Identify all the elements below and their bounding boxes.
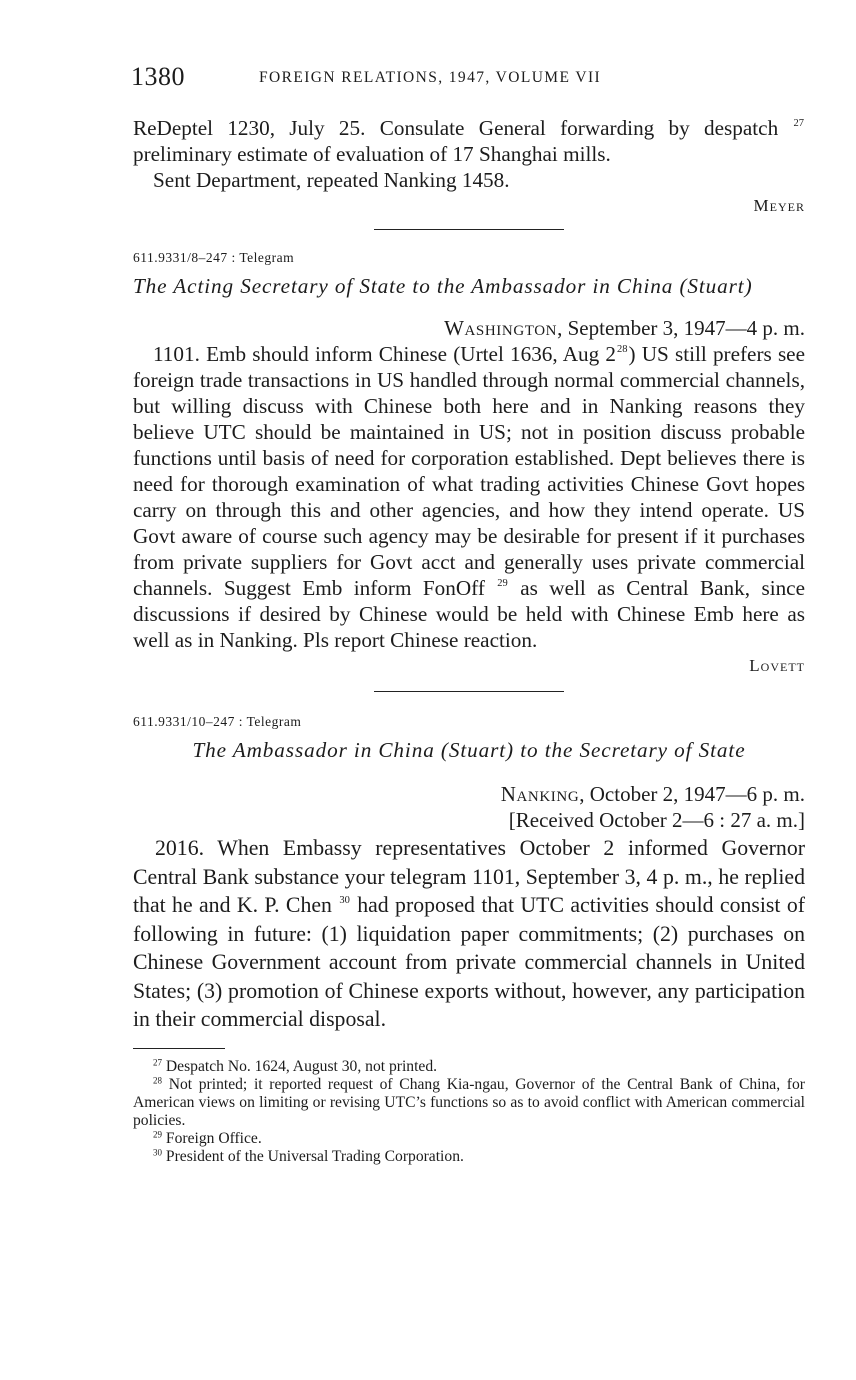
doc2-body <box>133 341 805 653</box>
doc3-received: [Received October 2—6 : 27 a. m.] <box>508 808 805 832</box>
doc1-paragraph <box>133 115 805 167</box>
doc3-text-b: had proposed that UTC activities should consist of following in future: (1) liquidation paper commitments; (2) purchases on Chinese Government account from private commercial channels in United States; (3) promotion of Chinese exports without, however, any participation in their commercial disposal. <box>133 893 805 1031</box>
running-title: FOREIGN RELATIONS, 1947, VOLUME VII <box>259 69 602 86</box>
footnote-mark: 30 <box>153 1147 162 1158</box>
doc3-title <box>133 737 805 763</box>
footnote-text: Not printed; it reported request of Chang Kia-ngau, Governor of the Central Bank of China, for American views on limiting or revising UTC’s functions so as to avoid conflict with American commercial policies. <box>133 1075 805 1129</box>
doc2-signature: Lovett <box>749 656 805 675</box>
footnote-29 <box>133 1130 805 1148</box>
doc3-title-paren <box>441 738 514 762</box>
doc3-body <box>133 834 805 1034</box>
doc2-date: , September 3, 1947—4 p. m. <box>557 316 805 340</box>
footnote-text: President of the Universal Trading Corporation. <box>165 1147 464 1165</box>
footnote-30 <box>133 1148 805 1166</box>
footnote-mark: 29 <box>153 1129 162 1140</box>
footnote-divider <box>133 1048 225 1049</box>
doc3-file-reference: 611.9331/10–247 : Telegram <box>133 714 302 729</box>
doc3-place: Nanking <box>500 782 580 806</box>
doc2-title <box>133 273 805 299</box>
footnote-ref-29: 29 <box>497 578 508 590</box>
footnote-ref-27: 27 <box>793 118 804 130</box>
doc2-title-name: (Stuart) <box>679 274 753 298</box>
section-divider <box>374 229 564 230</box>
doc2-place: Washington <box>444 316 558 340</box>
doc2-text-c: as well as Central Bank, since discussions if desired by Chinese would be held with Chinese Emb here as well as in Nanking. Pls report Chinese reaction. <box>133 576 805 652</box>
footnote-27 <box>133 1058 805 1076</box>
footnote-28 <box>133 1076 805 1130</box>
document-page <box>133 62 805 1166</box>
doc2-title-paren <box>679 274 752 298</box>
doc3-title-text-b: to the Secretary of State <box>520 738 746 762</box>
doc1-text-a: ReDeptel 1230, July 25. Consulate General forwarding by despatch <box>133 116 779 140</box>
doc3-title-text-a: The Ambassador in China <box>192 738 435 762</box>
doc1-repeat-line: Sent Department, repeated Nanking 1458. <box>153 168 510 192</box>
doc2-title-text: The Acting Secretary of State to the Ambassador in China <box>133 274 674 298</box>
doc2-dateline <box>133 315 805 341</box>
doc3-text-a: 2016. When Embassy representatives October 2 informed Governor Central Bank substance your telegram 1101, September 3, 4 p. m., he replied that he and K. P. Chen <box>133 836 805 917</box>
doc3-dateline <box>133 781 805 807</box>
running-header <box>133 62 805 94</box>
footnote-text: Foreign Office. <box>165 1129 262 1147</box>
footnotes <box>133 1058 805 1166</box>
doc3-title-name: (Stuart) <box>440 738 515 762</box>
section-divider <box>374 691 564 692</box>
footnote-ref-30: 30 <box>339 895 350 907</box>
footnote-text: Despatch No. 1624, August 30, not printed. <box>165 1057 438 1075</box>
doc2-file-reference: 611.9331/8–247 : Telegram <box>133 250 295 265</box>
doc2-text-a: 1101. Emb should inform Chinese (Urtel 1636, Aug 2 <box>153 342 616 366</box>
footnote-mark: 28 <box>153 1075 162 1086</box>
page-number: 1380 <box>131 62 185 91</box>
doc3-date: , October 2, 1947—6 p. m. <box>579 782 805 806</box>
footnote-ref-28: 28 <box>616 344 628 356</box>
doc2-text-b: ) US still prefers see foreign trade transactions in US handled through normal commercial channels, but willing discuss with Chinese both here and in Nanking reasons they believe UTC should be maintained in US; not in position discuss probable functions until basis of need for corporation established. Dept believes there is need for thorough examination of what trading activities Chinese Govt hopes carry on through this and other agencies, and how they intend operate. US Govt aware of course such agency may be desirable for present if it purchases from private suppliers for Govt acct and generally uses private commercial channels. Suggest Emb inform FonOff <box>133 342 805 600</box>
doc1-signature: Meyer <box>753 196 805 215</box>
doc1-text-b: preliminary estimate of evaluation of 17 Shanghai mills. <box>133 142 611 166</box>
footnote-mark: 27 <box>153 1057 162 1068</box>
